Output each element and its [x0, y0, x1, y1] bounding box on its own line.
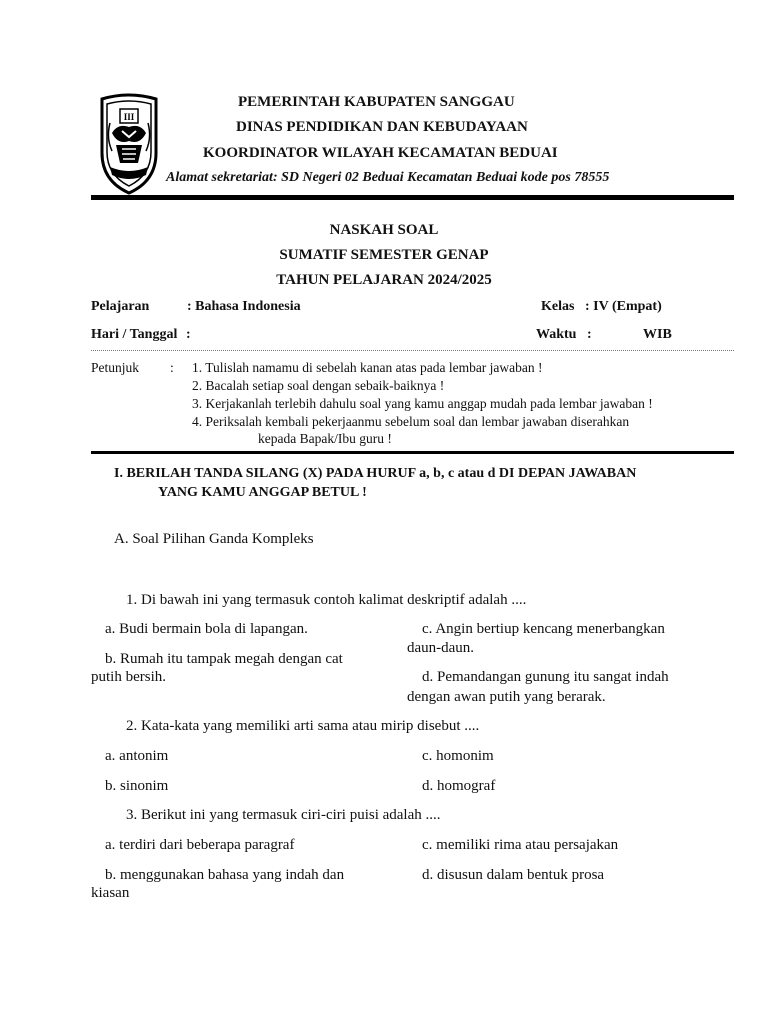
q2-option-c: c. homonim	[422, 748, 494, 764]
q2-option-b: b. sinonim	[105, 778, 169, 794]
date-value: :	[186, 327, 191, 342]
q1-option-c: c. Angin bertiup kencang menerbangkan	[422, 621, 665, 637]
q1-option-d-cont: dengan awan putih yang berarak.	[407, 689, 606, 705]
instruction-item: 2. Bacalah setiap soal dengan sebaik-baiknya !	[192, 378, 445, 393]
part-a-title: A. Soal Pilihan Ganda Kompleks	[114, 531, 314, 547]
class-value: : IV (Empat)	[585, 299, 662, 314]
q3-option-b-cont: kiasan	[91, 885, 130, 901]
kabupaten-sanggau-logo	[98, 93, 160, 195]
q1-option-b-cont: putih bersih.	[91, 669, 166, 685]
header-coordinator: KOORDINATOR WILAYAH KECAMATAN BEDUAI	[203, 145, 558, 161]
title-sumatif: SUMATIF SEMESTER GENAP	[279, 247, 489, 263]
q1-option-a: a. Budi bermain bola di lapangan.	[105, 621, 308, 637]
time-colon: :	[587, 327, 592, 342]
instruction-item-continuation: kepada Bapak/Ibu guru !	[258, 431, 392, 446]
question-1: 1. Di bawah ini yang termasuk contoh kalimat deskriptif adalah ....	[126, 592, 527, 608]
subject-label: Pelajaran	[91, 299, 150, 314]
q2-option-a: a. antonim	[105, 748, 169, 764]
header-address: Alamat sekretariat: SD Negeri 02 Beduai Kecamatan Beduai kode pos 78555	[166, 170, 610, 185]
header-government: PEMERINTAH KABUPATEN SANGGAU	[238, 94, 515, 110]
q3-option-a: a. terdiri dari beberapa paragraf	[105, 837, 295, 853]
date-label: Hari / Tanggal	[91, 327, 178, 342]
instructions-colon: :	[170, 360, 174, 375]
q2-option-d: d. homograf	[422, 778, 496, 794]
q3-option-c: c. memiliki rima atau persajakan	[422, 837, 619, 853]
q3-option-d: d. disusun dalam bentuk prosa	[422, 867, 605, 883]
q1-option-d: d. Pemandangan gunung itu sangat indah	[422, 669, 669, 685]
instructions-label: Petunjuk	[91, 360, 140, 375]
section-heading: I. BERILAH TANDA SILANG (X) PADA HURUF a, b, c atau d DI DEPAN JAWABAN	[114, 466, 637, 481]
header-rule	[91, 195, 734, 200]
q1-option-c-cont: daun-daun.	[407, 640, 475, 656]
title-naskah-soal: NASKAH SOAL	[329, 222, 439, 238]
instructions-rule	[91, 451, 734, 454]
svg-text:III: III	[123, 112, 135, 122]
time-value: WIB	[643, 327, 672, 342]
class-label: Kelas	[541, 299, 575, 314]
section-heading-cont: YANG KAMU ANGGAP BETUL !	[158, 485, 367, 500]
instruction-item: 3. Kerjakanlah terlebih dahulu soal yang kamu anggap mudah pada lembar jawaban !	[192, 396, 653, 411]
subject-value: : Bahasa Indonesia	[187, 299, 301, 314]
instruction-item: 1. Tulislah namamu di sebelah kanan atas pada lembar jawaban !	[192, 360, 543, 375]
header-department: DINAS PENDIDIKAN DAN KEBUDAYAAN	[236, 119, 528, 135]
time-label: Waktu	[536, 327, 577, 342]
q3-option-b: b. menggunakan bahasa yang indah dan	[105, 867, 345, 883]
q1-option-b: b. Rumah itu tampak megah dengan cat	[105, 651, 343, 667]
title-academic-year: TAHUN PELAJARAN 2024/2025	[276, 272, 492, 288]
info-divider	[91, 350, 734, 351]
question-3: 3. Berikut ini yang termasuk ciri-ciri puisi adalah ....	[126, 807, 441, 823]
instruction-item: 4. Periksalah kembali pekerjaanmu sebelum soal dan lembar jawaban diserahkan	[192, 414, 630, 429]
question-2: 2. Kata-kata yang memiliki arti sama atau mirip disebut ....	[126, 718, 480, 734]
